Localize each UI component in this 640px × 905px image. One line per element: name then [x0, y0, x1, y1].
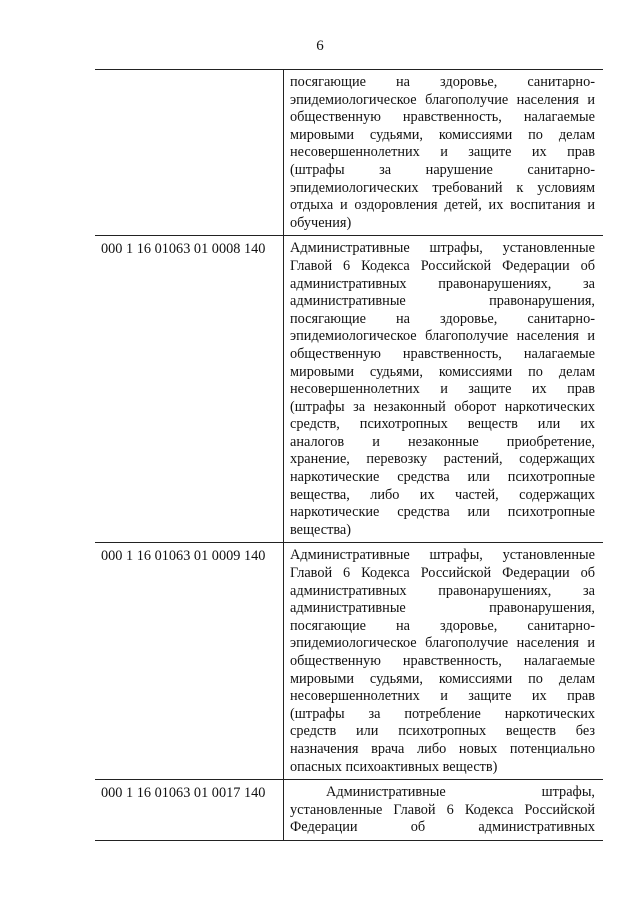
budget-code: 000 1 16 01063 01 0009 140	[101, 548, 266, 565]
description-line: мировыми судьями, комиссиями по делам	[290, 126, 595, 143]
row-description	[290, 70, 595, 235]
description-line: наркотические средства или психотропные	[290, 469, 595, 486]
description-line: эпидемиологическое благополучие населения и	[290, 635, 595, 652]
column-divider	[283, 70, 284, 235]
description-line: Административные штрафы,	[326, 784, 595, 801]
table-row	[95, 236, 603, 543]
description-line: мировыми судьями, комиссиями по делам	[290, 670, 595, 687]
description-line: аналогов и незаконные приобретение,	[290, 433, 595, 450]
description-line: установленные Главой 6 Кодекса Российской	[290, 801, 595, 818]
description-line: эпидемиологических требований к условиям	[290, 179, 595, 196]
description-line: средств или психотропных веществ без	[290, 723, 595, 740]
description-line: Административные штрафы, установленные	[290, 547, 595, 564]
budget-codes-table	[95, 69, 603, 841]
table-row	[95, 780, 603, 841]
description-line: административные правонарушения,	[290, 293, 595, 310]
description-line: вещества)	[290, 521, 351, 538]
description-line: эпидемиологическое благополучие населения и	[290, 91, 595, 108]
description-line: административных правонарушениях, за	[290, 275, 595, 292]
row-description	[290, 543, 595, 779]
description-line: вещества, либо их частей, содержащих	[290, 486, 595, 503]
description-line: посягающие на здоровье, санитарно-	[290, 74, 595, 90]
description-line: Главой 6 Кодекса Российской Федерации об	[290, 257, 595, 274]
description-line: наркотические средства или психотропные	[290, 504, 595, 521]
budget-code: 000 1 16 01063 01 0008 140	[101, 241, 266, 258]
description-line: обучения)	[290, 214, 352, 231]
description-line: общественную нравственность, налагаемые	[290, 109, 595, 126]
description-line: административных правонарушениях, за	[290, 582, 595, 599]
description-line: посягающие на здоровье, санитарно-	[290, 310, 595, 327]
row-description	[290, 236, 595, 542]
description-line: (штрафы за незаконный оборот наркотических	[290, 398, 595, 415]
description-line: административные правонарушения,	[290, 600, 595, 617]
description-line: несовершеннолетних и защите их прав	[290, 688, 595, 705]
description-line: эпидемиологическое благополучие населения и	[290, 328, 595, 345]
table-row	[95, 543, 603, 780]
description-line: (штрафы за потребление наркотических	[290, 705, 595, 722]
description-line: посягающие на здоровье, санитарно-	[290, 617, 595, 634]
column-divider	[283, 543, 284, 779]
description-line: общественную нравственность, налагаемые	[290, 345, 595, 362]
description-line: опасных психоактивных веществ)	[290, 758, 498, 775]
row-description	[290, 780, 595, 840]
description-line: Федерации об административных	[290, 819, 595, 836]
description-line: средств, психотропных веществ или их	[290, 416, 595, 433]
description-line: Главой 6 Кодекса Российской Федерации об	[290, 565, 595, 582]
description-line: (штрафы за нарушение санитарно-	[290, 161, 595, 178]
description-line: Административные штрафы, установленные	[290, 240, 595, 257]
description-line: хранение, перевозку растений, содержащих	[290, 451, 595, 468]
page-number: 6	[316, 38, 324, 54]
description-line: назначения врача либо новых потенциально	[290, 740, 595, 757]
description-line: несовершеннолетних и защите их прав	[290, 144, 595, 161]
column-divider	[283, 236, 284, 542]
column-divider	[283, 780, 284, 840]
budget-code: 000 1 16 01063 01 0017 140	[101, 785, 266, 802]
table-row	[95, 69, 603, 236]
description-line: общественную нравственность, налагаемые	[290, 653, 595, 669]
description-line: мировыми судьями, комиссиями по делам	[290, 363, 595, 380]
description-line: отдыха и оздоровления детей, их воспитания и	[290, 197, 595, 214]
description-line: несовершеннолетних и защите их прав	[290, 381, 595, 398]
